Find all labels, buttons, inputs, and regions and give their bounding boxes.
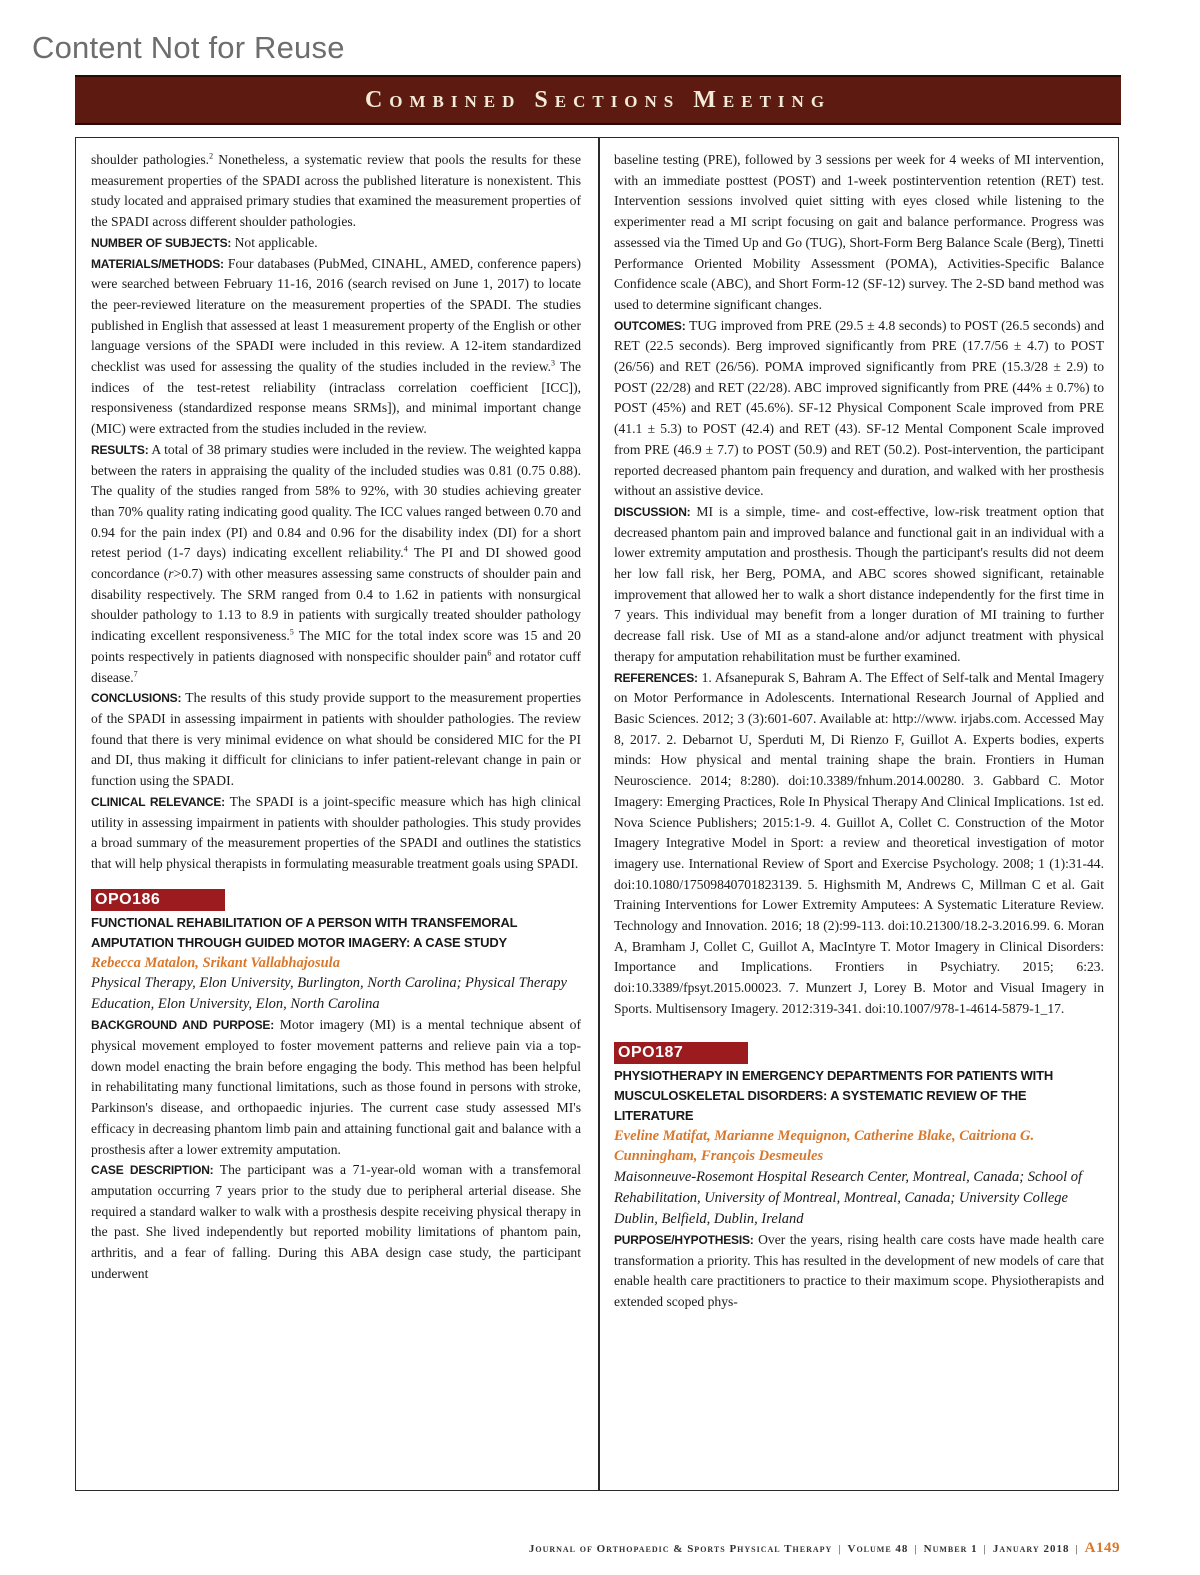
background-label: BACKGROUND AND PURPOSE: (91, 1018, 275, 1033)
left-column (91, 150, 581, 1480)
abstract-id-badge: OPO186 (91, 889, 225, 911)
footer-number: Number 1 (923, 1543, 978, 1555)
conclusions-section: CONCLUSIONS: The results of this study provide support to the measurement properties of the SPADI in assessing impairment in patients with shoulder pathologies. The review found that there is very minimal evidence on what should be considered MIC for the PI and DI, thus making it difficult for clinicians to infer patient-relevant change in pain or function using the SPADI. (91, 690, 581, 789)
outcomes-label: OUTCOMES: (614, 318, 686, 333)
subjects-section: NUMBER OF SUBJECTS: Not applicable. (91, 234, 318, 250)
methods-label: MATERIALS/METHODS: (91, 256, 224, 271)
abstract-affiliation: Maisonneuve-Rosemont Hospital Research Center, Montreal, Canada; School of Rehabilitation, University of Montreal, Montreal, Canada; University College Dublin, Belfield, Dublin, Ireland (614, 1168, 1083, 1227)
outcomes-section: OUTCOMES: TUG improved from PRE (29.5 ± 4.8 seconds) to POST (26.5 seconds) and RET (22.5 seconds). Berg improved significantly from PRE (17.7/56 ± 4.7) to POST (26/56) and RET (26/56). POMA improved significantly from PRE (15.3/28 ± 2.9) to POST (22/28) and RET (22/28). ABC improved significantly from PRE (44% ± 0.7%) to POST (45%) and RET (45.6%). SF-12 Physical Component Scale improved from PRE (41.1 ± 5.3) to POST (42.4) and RET (43). SF-12 Mental Component Scale improved from PRE (46.9 ± 7.7) to POST (50.9) and RET (50.2). Post-intervention, the participant reported decreased phantom pain frequency and duration, and walked with her prosthesis without an assistive device. (614, 317, 1104, 499)
abstract-authors: Rebecca Matalon, Srikant Vallabhajosula (91, 954, 340, 971)
purpose-section: PURPOSE/HYPOTHESIS: Over the years, rising health care costs have made health care transformation a priority. This has resulted in the development of new models of care that enable health care practitioners to practice to their maximum scope. Physiotherapists and extended scoped phys- (614, 1231, 1104, 1310)
background-section: BACKGROUND AND PURPOSE: Motor imagery (MI) is a mental technique absent of physical movement employed to foster movement patterns and relieve pain via a top-down model enacting the brain before engaging the body. This method has been helpful in rehabilitating many functional limitations, such as those found in persons with stroke, Parkinson's disease, and orthopaedic injuries. The current case study assessed MI's efficacy in decreasing phantom limb pain and attaining functional gait and balance with a prosthesis after a lower extremity amputation. (91, 1017, 581, 1157)
discussion-label: DISCUSSION: (614, 504, 691, 519)
page-footer: Journal of Orthopaedic & Sports Physical Therapy | Volume 48 | Number 1 | January 2018 | A149 (528, 1540, 1120, 1556)
references-label: REFERENCES: (614, 670, 698, 685)
abstract-id-badge: OPO187 (614, 1042, 748, 1064)
column-divider (598, 137, 600, 1491)
abstract-title: PHYSIOTHERAPY IN EMERGENCY DEPARTMENTS FOR PATIENTS WITH MUSCULOSKELETAL DISORDERS: A SYSTEMATIC REVIEW OF THE LITERATURE (614, 1067, 1054, 1123)
methods-section: MATERIALS/METHODS: Four databases (PubMed, CINAHL, AMED, conference papers) were searched between February 11-16, 2016 (search revised on June 1, 2017) to locate the peer-reviewed literature on the measurement properties of the SPADI. The studies published in English that assessed at least 1 measurement property of the English or other language versions of the SPADI were included in this review. A 12-item standardized checklist was used for assessing the quality of the studies included in the review.$^3$ The indices of the test-retest reliability (intraclass correlation coefficient [ICC]), responsiveness (standardized response means SRMs]), and minimal important change (MIC) were extracted from the studies included in the review. (91, 255, 581, 437)
abstract-affiliation: Physical Therapy, Elon University, Burlington, North Carolina; Physical Therapy Education, Elon University, Elon, North Carolina (91, 975, 567, 1013)
footer-page-number: A149 (1084, 1540, 1120, 1556)
intro-paragraph: shoulder pathologies.$^2$ Nonetheless, a systematic review that pools the results for these measurement properties of the SPADI across the published literature is nonexistent. This study located and appraised primary studies that examined the measurement properties of the SPADI across different shoulder pathologies. (91, 151, 581, 230)
relevance-section: CLINICAL RELEVANCE: The SPADI is a joint-specific measure which has high clinical utility in assessing impairment in patients with shoulder pathologies. This study provides a broad summary of the measurement properties of the SPADI and outlines the statistics that will help physical therapists in formulating measurable treatment goals using SPADI. (91, 793, 581, 871)
abstract-authors: Eveline Matifat, Marianne Mequignon, Catherine Blake, Caitriona G. Cunningham, François Desmeules (614, 1127, 1035, 1165)
relevance-label: CLINICAL RELEVANCE: (91, 794, 225, 809)
right-column (614, 150, 1104, 1480)
section-banner (75, 75, 1121, 125)
references-section: REFERENCES: 1. Afsanepurak S, Bahram A. The Effect of Self-talk and Mental Imagery on Motor Performance in Adolescents. International Research Journal of Applied and Basic Sciences. 2012; 3 (3):601-607. Available at: http://www. irjabs.com. Accessed May 8, 2017. 2. Debarnot U, Sperduti M, Di Rienzo F, Guillot A. Experts bodies, experts minds: How physical and mental training shape the brain. Frontiers in Human Neuroscience. 2014; 8:280). doi:10.3389/fnhum.2014.00280. 3. Gabbard C. Motor Imagery: Emerging Practices, Role In Physical Therapy And Clinical Implications. 1st ed. Nova Science Publishers; 2015:1-9. 4. Guillot A, Collet C. Construction of the Motor Imagery Integrative Model in Sport: a review and theoretical investigation of motor imagery use. International Review of Sport and Exercise Psychology. 2008; 1 (1):31-44. doi:10.1080/17509840701823139. 5. Highsmith M, Andrews C, Millman C et al. Gait Training Interventions for Lower Extremity Amputees: A Systematic Literature Review. Technology and Innovation. 2016; 18 (2):99-113. doi:10.21300/18.2-3.2016.99. 6. Moran A, Bramham J, Collet C, Guillot A, MacIntyre T. Motor Imagery in Clinical Disorders: Importance and Implications. Frontiers in Psychiatry. 2015; 6:23. doi:10.3389/fpsyt.2015.00023. 7. Munzert J, Lorey B. Motor and Visual Imagery in Sports. Multisensory Imagery. 2012:319-341. doi:10.1007/978-1-4614-5879-1_17. (614, 669, 1104, 1016)
footer-date: January 2018 (992, 1543, 1070, 1555)
case-section: CASE DESCRIPTION: The participant was a 71-year-old woman with a transfemoral amputation occurring 7 years prior to the study due to peripheral arterial disease. She required a standard walker to walk with a prosthesis despite receiving physical therapy in the past. She lived independently but reported mobility limitations of phantom pain, arthritis, and a fear of falling. During this ABA design case study, the participant underwent (91, 1162, 581, 1281)
subjects-label: NUMBER OF SUBJECTS: (91, 235, 232, 250)
watermark: Content Not for Reuse (32, 30, 345, 65)
banner-title: Combined Sections Meeting (364, 86, 832, 113)
results-section: RESULTS: A total of 38 primary studies were included in the review. The weighted kappa between the raters in appraising the quality of the included studies was 0.81 (0.75 0.88). The quality of the studies ranged from 58% to 92%, with 30 studies achieving greater than 70% quality rating indicating good quality. The ICC values ranged between 0.70 and 0.94 for the pain index (PI) and 0.84 and 0.96 for the disability index (DI) for a short retest period (1-7 days) indicating excellent reliability.$^4$ The PI and DI showed good concordance (r>0.7) with other measures assessing same constructs of shoulder pain and disability respectively. The SRM ranged from 0.4 to 1.62 in patients with nonsurgical shoulder pathology to 1.13 to 8.9 in patients with surgically treated shoulder pathology indicating excellent responsiveness.$^5$ The MIC for the total index score was 15 and 20 points respectively in patients diagnosed with nonspecific shoulder pain$^6$ and rotator cuff disease.$^7$ (91, 441, 581, 685)
footer-volume: Volume 48 (847, 1543, 909, 1555)
footer-journal: Journal of Orthopaedic & Sports Physical Therapy (528, 1543, 833, 1555)
abstract-title: FUNCTIONAL REHABILITATION OF A PERSON WITH TRANSFEMORAL AMPUTATION THROUGH GUIDED MOTOR IMAGERY: A CASE STUDY (91, 914, 518, 950)
case-label: CASE DESCRIPTION: (91, 1163, 214, 1178)
continued-paragraph: baseline testing (PRE), followed by 3 sessions per week for 4 weeks of MI intervention, with an immediate posttest (POST) and 1-week postintervention retention (RET) test. Intervention sessions involved quiet sitting with eyes closed while listening to the experimenter read a MI script focusing on gait and balance performance. Progress was assessed via the Timed Up and Go (TUG), Short-Form Berg Balance Scale (Berg), Tinetti Performance Oriented Mobility Assessment (POMA), Activities-Specific Balance Confidence scale (ABC), and Short Form-12 (SF-12) survey. The 2-SD band method was used to determine significant changes. (614, 152, 1104, 312)
discussion-section: DISCUSSION: MI is a simple, time- and cost-effective, low-risk treatment option that decreased phantom pain and improved balance and functional gait in an individual with a lower extremity amputation and prosthesis. Though the participant's results did not deem her low fall risk, her Berg, POMA, and ABC scores showed significant, retainable improvement that allowed her to walk a short distance independently for the first time in 7 years. This individual may benefit from a longer duration of MI training to further decrease fall risk. Use of MI as a stand-alone and/or adjunct treatment with physical therapy for amputation rehabilitation must be further examined. (614, 503, 1104, 664)
conclusions-label: CONCLUSIONS: (91, 691, 182, 706)
results-label: RESULTS: (91, 442, 149, 457)
purpose-label: PURPOSE/HYPOTHESIS: (614, 1232, 754, 1247)
